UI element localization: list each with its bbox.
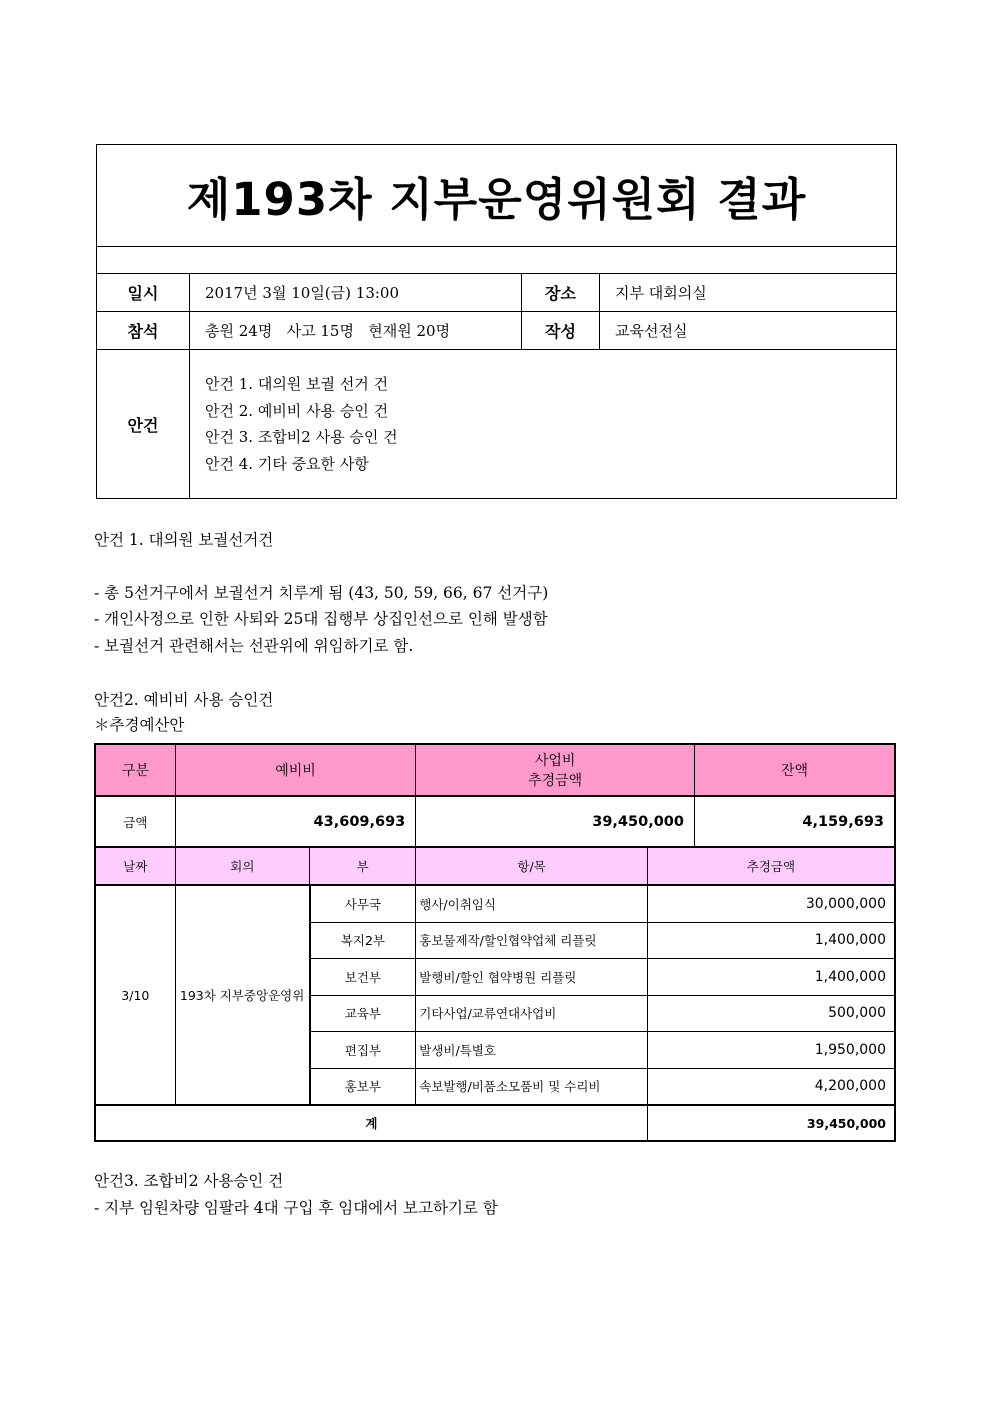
agenda-label: 안건 (97, 350, 190, 499)
reserve-amount: 43,609,693 (175, 796, 416, 847)
place-value: 지부 대회의실 (600, 274, 897, 312)
amount-cell: 1,400,000 (647, 959, 895, 996)
col-business-line1: 사업비 (534, 753, 576, 769)
agenda-item: 안건 4. 기타 중요한 사항 (205, 454, 369, 473)
section2-heading: 안건2. 예비비 사용 승인건 (94, 691, 274, 709)
section1-heading: 안건 1. 대의원 보궐선거건 (94, 531, 274, 549)
dept-cell: 교육부 (310, 995, 416, 1032)
amount-label: 금액 (95, 796, 175, 847)
total-label: 계 (95, 1105, 647, 1141)
agenda-list (190, 350, 897, 499)
section1-line: - 개인사정으로 인한 사퇴와 25대 집행부 상집인선으로 인해 발생함 (94, 610, 548, 628)
sub-col-item: 항/목 (416, 847, 648, 885)
agenda-item: 안건 2. 예비비 사용 승인 건 (205, 401, 389, 420)
col-category: 구분 (95, 744, 175, 796)
item-cell: 기타사업/교류연대사업비 (416, 995, 648, 1032)
amount-cell: 30,000,000 (647, 885, 895, 922)
budget-table (94, 743, 896, 1142)
sub-col-amount: 추경금액 (647, 847, 895, 885)
sub-col-meeting: 회의 (175, 847, 309, 885)
date-label: 일시 (97, 274, 190, 312)
dept-cell: 홍보부 (310, 1068, 416, 1105)
date-cell: 3/10 (95, 885, 175, 1105)
place-label: 장소 (522, 274, 600, 312)
col-reserve: 예비비 (175, 744, 416, 796)
business-amount: 39,450,000 (416, 796, 695, 847)
amount-cell: 1,950,000 (647, 1032, 895, 1069)
attendance-value: 총원 24명 사고 15명 현재원 20명 (190, 312, 522, 350)
balance-amount: 4,159,693 (694, 796, 895, 847)
writer-value: 교육선전실 (600, 312, 897, 350)
col-business-line2: 추경금액 (528, 773, 583, 789)
amount-cell: 1,400,000 (647, 922, 895, 959)
section3-line: - 지부 임원차량 임팔라 4대 구입 후 임대에서 보고하기로 함 (94, 1199, 498, 1217)
col-balance: 잔액 (694, 744, 895, 796)
amount-cell: 4,200,000 (647, 1068, 895, 1105)
amount-cell: 500,000 (647, 995, 895, 1032)
dept-cell: 복지2부 (310, 922, 416, 959)
dept-cell: 사무국 (310, 885, 416, 922)
item-cell: 행사/이취임식 (416, 885, 648, 922)
total-amount: 39,450,000 (647, 1105, 895, 1141)
agenda-item: 안건 1. 대의원 보궐 선거 건 (205, 375, 389, 393)
col-business (416, 744, 695, 796)
section2-subheading: ＊추경예산안 (94, 716, 185, 734)
item-cell: 속보발행/비품소모품비 및 수리비 (416, 1068, 648, 1105)
date-value: 2017년 3월 10일(금) 13:00 (190, 274, 522, 312)
sub-col-date: 날짜 (95, 847, 175, 885)
sub-col-dept: 부 (310, 847, 416, 885)
dept-cell: 보건부 (310, 959, 416, 996)
document-title: 제193차 지부운영위원회 결과 (97, 145, 897, 247)
spacer-row (97, 247, 897, 274)
item-cell: 홍보물제작/할인협약업체 리플릿 (416, 922, 648, 959)
section1-line: - 보궐선거 관련해서는 선관위에 위임하기로 함. (94, 637, 414, 655)
agenda-item: 안건 3. 조합비2 사용 승인 건 (205, 428, 398, 446)
section3-heading: 안건3. 조합비2 사용승인 건 (94, 1172, 284, 1190)
section1-line: - 총 5선거구에서 보궐선거 치루게 됨 (43, 50, 59, 66, 67 선거구) (94, 584, 549, 602)
item-cell: 발생비/특별호 (416, 1032, 648, 1069)
dept-cell: 편집부 (310, 1032, 416, 1069)
meeting-info-table (96, 144, 897, 499)
meeting-cell: 193차 지부중앙운영위 (175, 885, 309, 1105)
attendance-label: 참석 (97, 312, 190, 350)
item-cell: 발행비/할인 협약병원 리플릿 (416, 959, 648, 996)
writer-label: 작성 (522, 312, 600, 350)
